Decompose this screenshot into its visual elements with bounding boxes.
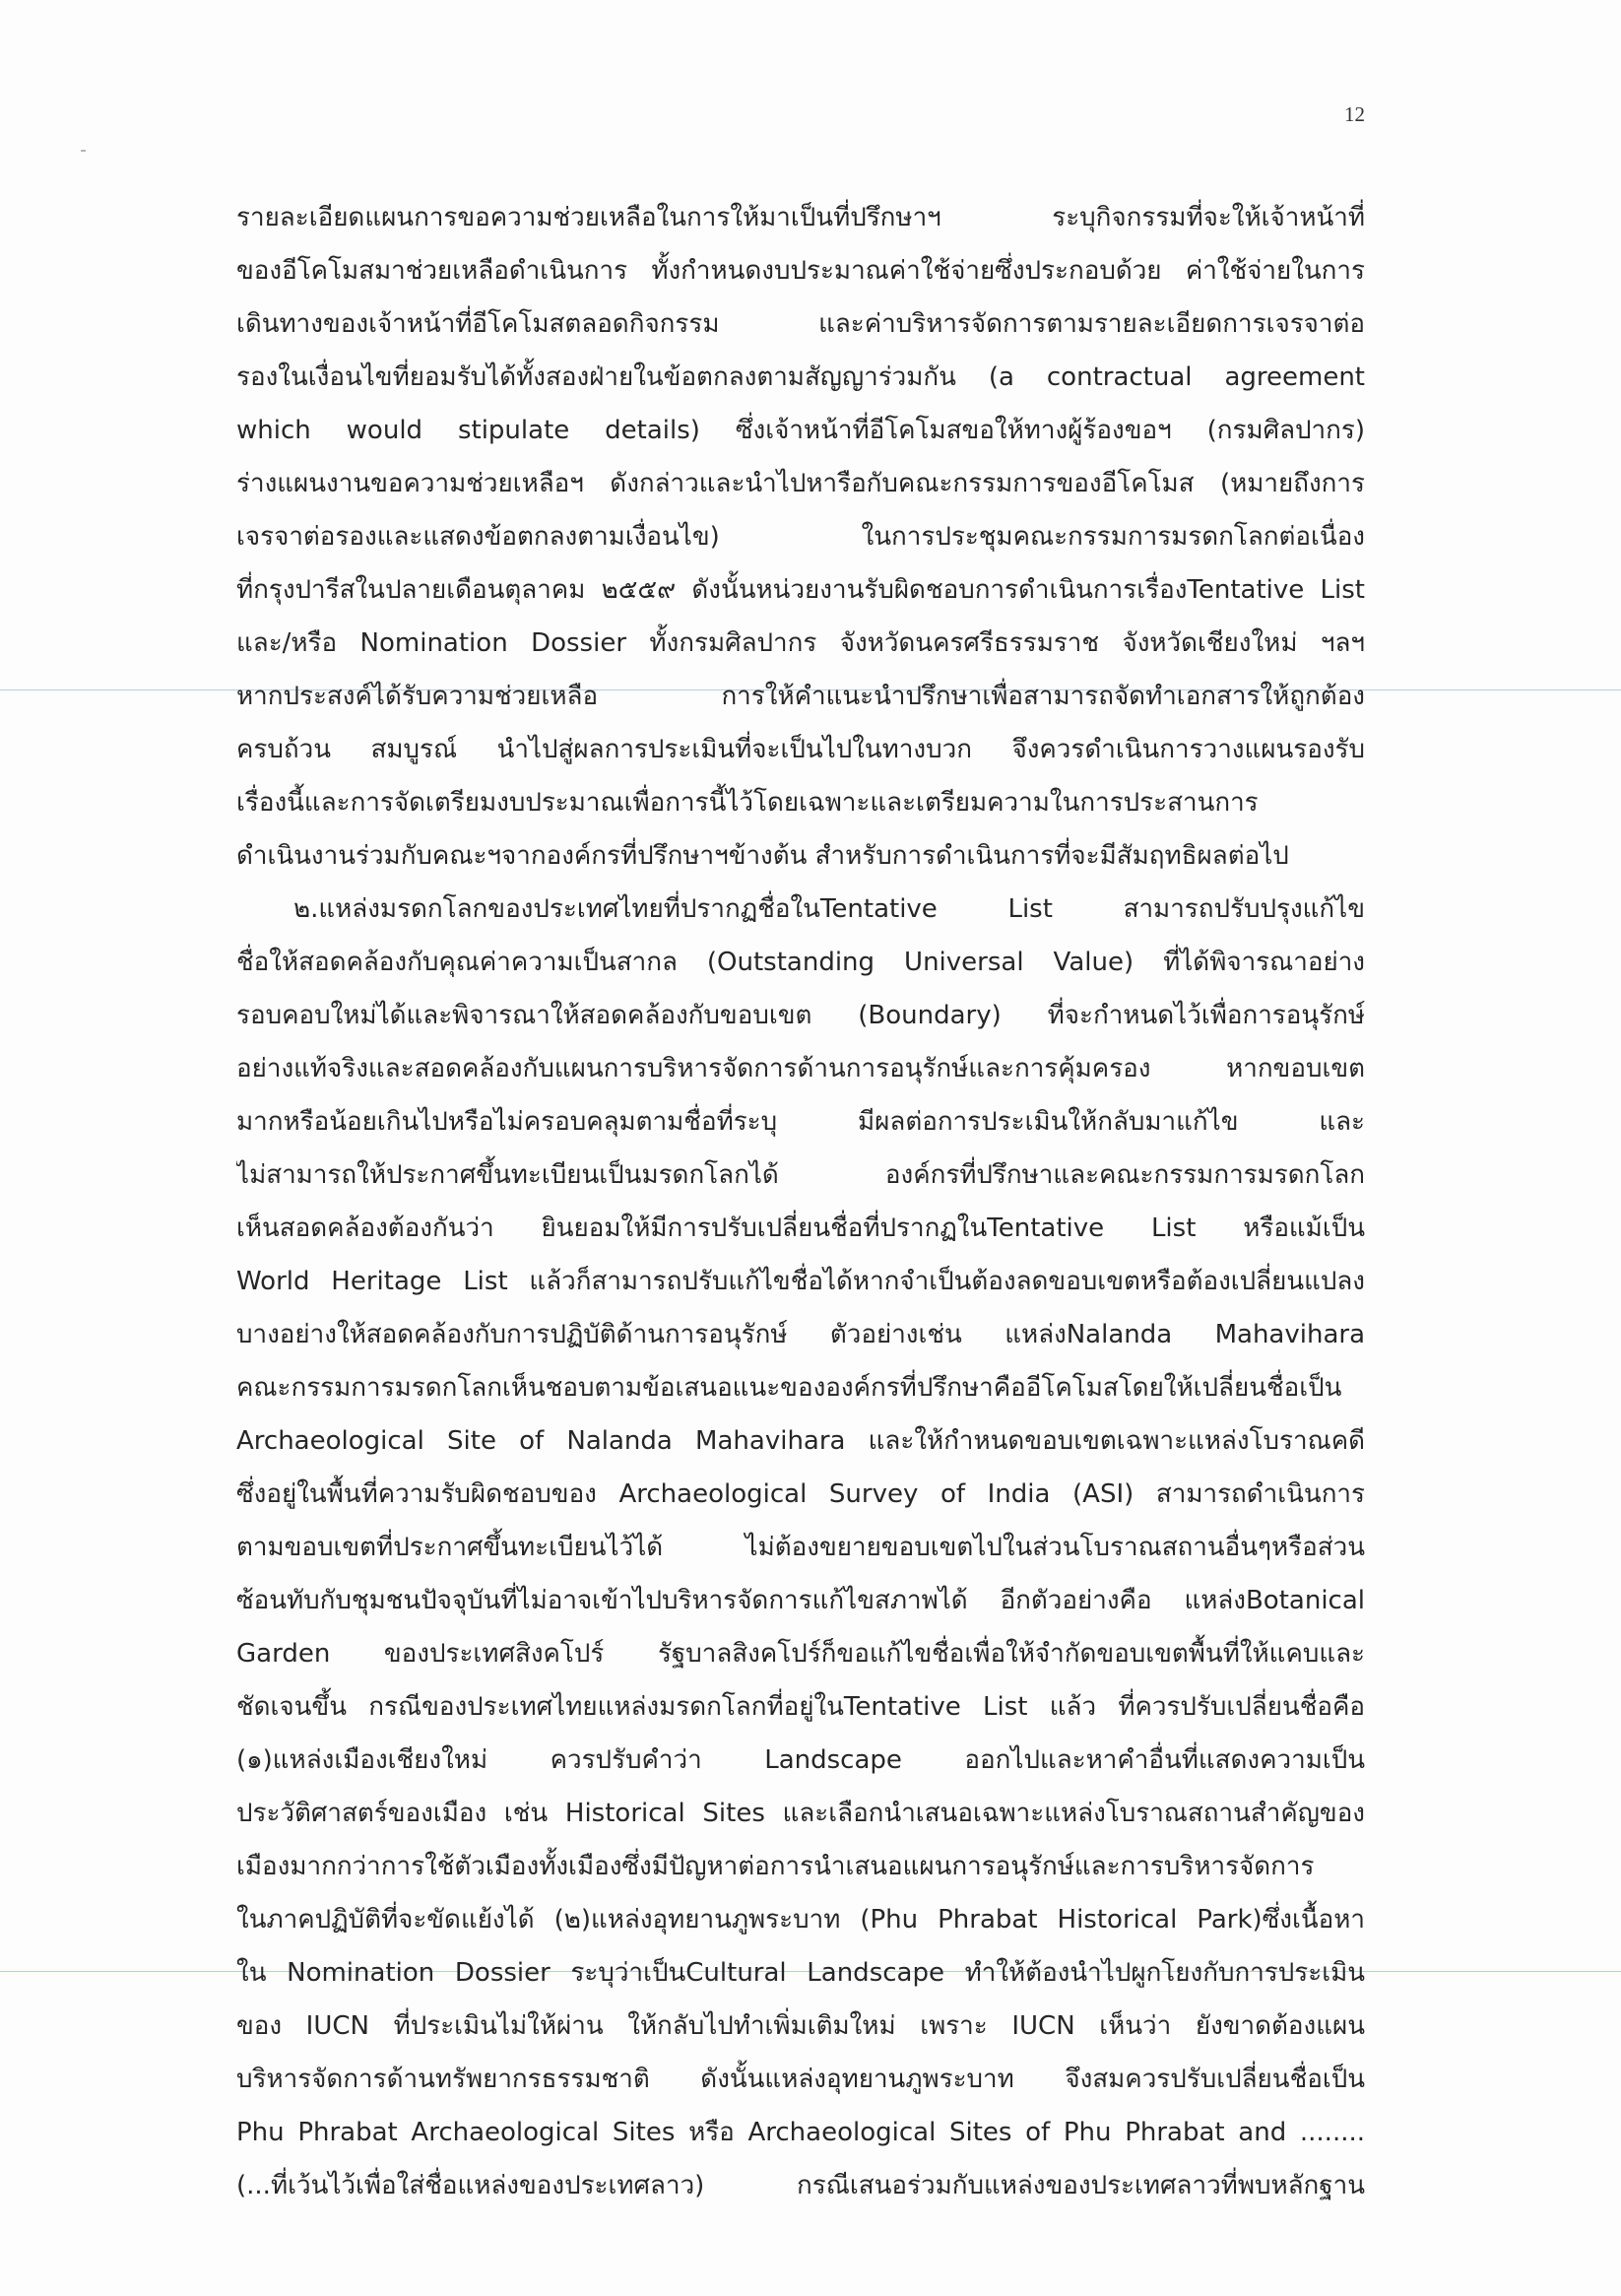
text-line: ในภาคปฏิบัติที่จะขัดแย้งได้ (๒)แหล่งอุทยานภูพระบาท (Phu Phrabat Historical Park)ซึ่งเนื้อหา xyxy=(236,1905,1365,1935)
text-line: ประวัติศาสตร์ของเมือง เช่น Historical Sites และเลือกนำเสนอเฉพาะแหล่งโบราณสถานสำคัญของ xyxy=(236,1799,1365,1828)
text-line: เดินทางของเจ้าหน้าที่อีโคโมสตลอดกิจกรรม และค่าบริหารจัดการตามรายละเอียดการเจรจาต่อ xyxy=(236,309,1365,339)
text-line: รอบคอบใหม่ได้และพิจารณาให้สอดคล้องกับขอบเขต (Boundary) ที่จะกำหนดไว้เพื่อการอนุรักษ์ xyxy=(236,1001,1365,1030)
text-line: (...ที่เว้นไว้เพื่อใส่ชื่อแหล่งของประเทศลาว) กรณีเสนอร่วมกับแหล่งของประเทศลาวที่พบหลักฐาน xyxy=(236,2171,1365,2200)
text-line: มากหรือน้อยเกินไปหรือไม่ครอบคลุมตามชื่อที่ระบุ มีผลต่อการประเมินให้กลับมาแก้ไข และ xyxy=(236,1107,1365,1137)
text-line: รายละเอียดแผนการขอความช่วยเหลือในการให้มาเป็นที่ปรึกษาฯ ระบุกิจกรรมที่จะให้เจ้าหน้าที่ xyxy=(236,203,1365,232)
text-line: เรื่องนี้และการจัดเตรียมงบประมาณเพื่อการนี้ไว้โดยเฉพาะและเตรียมความในการประสานการ xyxy=(236,788,1259,818)
text-line: ชัดเจนขึ้น กรณีของประเทศไทยแหล่งมรดกโลกที่อยู่ในTentative List แล้ว ที่ควรปรับเปลี่ยนชื่อคือ xyxy=(236,1692,1365,1722)
text-line: คณะกรรมการมรดกโลกเห็นชอบตามข้อเสนอแนะขององค์กรที่ปรึกษาคืออีโคโมสโดยให้เปลี่ยนชื่อเป็น xyxy=(236,1373,1342,1403)
text-line: Phu Phrabat Archaeological Sites หรือ Archaeological Sites of Phu Phrabat and ........ xyxy=(236,2118,1365,2147)
text-line: ดำเนินงานร่วมกับคณะฯจากองค์กรที่ปรึกษาฯข้างต้น สำหรับการดำเนินการที่จะมีสัมฤทธิผลต่อไป xyxy=(236,841,1289,871)
text-line: ซึ่งอยู่ในพื้นที่ความรับผิดชอบของ Archaeological Survey of India (ASI) สามารถดำเนินการ xyxy=(236,1479,1365,1509)
text-line: ตามขอบเขตที่ประกาศขึ้นทะเบียนไว้ได้ ไม่ต้องขยายขอบเขตไปในส่วนโบราณสถานอื่นๆหรือส่วน xyxy=(236,1533,1365,1562)
text-line: เจรจาต่อรองและแสดงข้อตกลงตามเงื่อนไข) ในการประชุมคณะกรรมการมรดกโลกต่อเนื่อง xyxy=(236,522,1365,552)
text-line: which would stipulate details) ซึ่งเจ้าหน้าที่อีโคโมสขอให้ทางผู้ร้องขอฯ (กรมศิลปากร) xyxy=(236,416,1365,445)
text-line: ของอีโคโมสมาช่วยเหลือดำเนินการ ทั้งกำหนดงบประมาณค่าใช้จ่ายซึ่งประกอบด้วย ค่าใช้จ่ายในการ xyxy=(236,256,1365,286)
text-line: (๑)แหล่งเมืองเชียงใหม่ ควรปรับคำว่า Landscape ออกไปและหาคำอื่นที่แสดงความเป็น xyxy=(236,1745,1365,1775)
paragraph xyxy=(236,883,1365,2212)
text-line: และ/หรือ Nomination Dossier ทั้งกรมศิลปากร จังหวัดนครศรีธรรมราช จังหวัดเชียงใหม่ ฯลฯ xyxy=(236,628,1365,658)
text-line: ของ IUCN ที่ประเมินไม่ให้ผ่าน ให้กลับไปทำเพิ่มเติมใหม่ เพราะ IUCN เห็นว่า ยังขาดต้องแผน xyxy=(236,2011,1365,2041)
text-line: Garden ของประเทศสิงคโปร์ รัฐบาลสิงคโปร์ก็ขอแก้ไขชื่อเพื่อให้จำกัดขอบเขตพื้นที่ให้แคบและ xyxy=(236,1639,1365,1669)
text-line: World Heritage List แล้วก็สามารถปรับแก้ไขชื่อได้หากจำเป็นต้องลดขอบเขตหรือต้องเปลี่ยนแปลง xyxy=(236,1267,1365,1296)
text-line: รองในเงื่อนไขที่ยอมรับได้ทั้งสองฝ่ายในข้อตกลงตามสัญญาร่วมกัน (a contractual agreement xyxy=(236,362,1365,392)
page-number: 12 xyxy=(1344,102,1365,126)
text-line: ซ้อนทับกับชุมชนปัจจุบันที่ไม่อาจเข้าไปบริหารจัดการแก้ไขสภาพได้ อีกตัวอย่างคือ แหล่งBotanical xyxy=(236,1586,1365,1615)
text-line: ร่างแผนงานขอความช่วยเหลือฯ ดังกล่าวและนำไปหารือกับคณะกรรมการของอีโคโมส (หมายถึงการ xyxy=(236,469,1365,498)
document-body xyxy=(236,191,1365,2212)
text-line: หากประสงค์ได้รับความช่วยเหลือ การให้คำแนะนำปรึกษาเพื่อสามารถจัดทำเอกสารให้ถูกต้อง xyxy=(236,682,1365,711)
paragraph xyxy=(236,191,1365,883)
text-line: อย่างแท้จริงและสอดคล้องกับแผนการบริหารจัดการด้านการอนุรักษ์และการคุ้มครอง หากขอบเขต xyxy=(236,1054,1365,1083)
text-line: ไม่สามารถให้ประกาศขึ้นทะเบียนเป็นมรดกโลกได้ องค์กรที่ปรึกษาและคณะกรรมการมรดกโลก xyxy=(236,1160,1365,1190)
text-line: บริหารจัดการด้านทรัพยากรธรรมชาติ ดังนั้นแหล่งอุทยานภูพระบาท จึงสมควรปรับเปลี่ยนชื่อเป็น xyxy=(236,2065,1365,2094)
text-line: เมืองมากกว่าการใช้ตัวเมืองทั้งเมืองซึ่งมีปัญหาต่อการนำเสนอแผนการอนุรักษ์และการบริหารจัดการ xyxy=(236,1852,1315,1881)
text-line: บางอย่างให้สอดคล้องกับการปฏิบัติด้านการอนุรักษ์ ตัวอย่างเช่น แหล่งNalanda Mahavihara xyxy=(236,1320,1365,1349)
text-line: ใน Nomination Dossier ระบุว่าเป็นCultural Landscape ทำให้ต้องนำไปผูกโยงกับการประเมิน xyxy=(236,1958,1365,1988)
text-line: Archaeological Site of Nalanda Mahavihara และให้กำหนดขอบเขตเฉพาะแหล่งโบราณคดี xyxy=(236,1426,1365,1456)
text-line: ที่กรุงปารีสในปลายเดือนตุลาคม ๒๕๕๙ ดังนั้นหน่วยงานรับผิดชอบการดำเนินการเรื่องTentative List xyxy=(236,575,1365,605)
text-line: ชื่อให้สอดคล้องกับคุณค่าความเป็นสากล (Outstanding Universal Value) ที่ได้พิจารณาอย่าง xyxy=(236,948,1365,977)
text-line: ครบถ้วน สมบูรณ์ นำไปสู่ผลการประเมินที่จะเป็นไปในทางบวก จึงควรดำเนินการวางแผนรองรับ xyxy=(236,735,1365,764)
scan-artifact-mark xyxy=(81,150,86,152)
text-line: ๒.แหล่งมรดกโลกของประเทศไทยที่ปรากฏชื่อในTentative List สามารถปรับปรุงแก้ไข xyxy=(293,894,1365,924)
text-line: เห็นสอดคล้องต้องกันว่า ยินยอมให้มีการปรับเปลี่ยนชื่อที่ปรากฏในTentative List หรือแม้เป็น xyxy=(236,1214,1365,1243)
